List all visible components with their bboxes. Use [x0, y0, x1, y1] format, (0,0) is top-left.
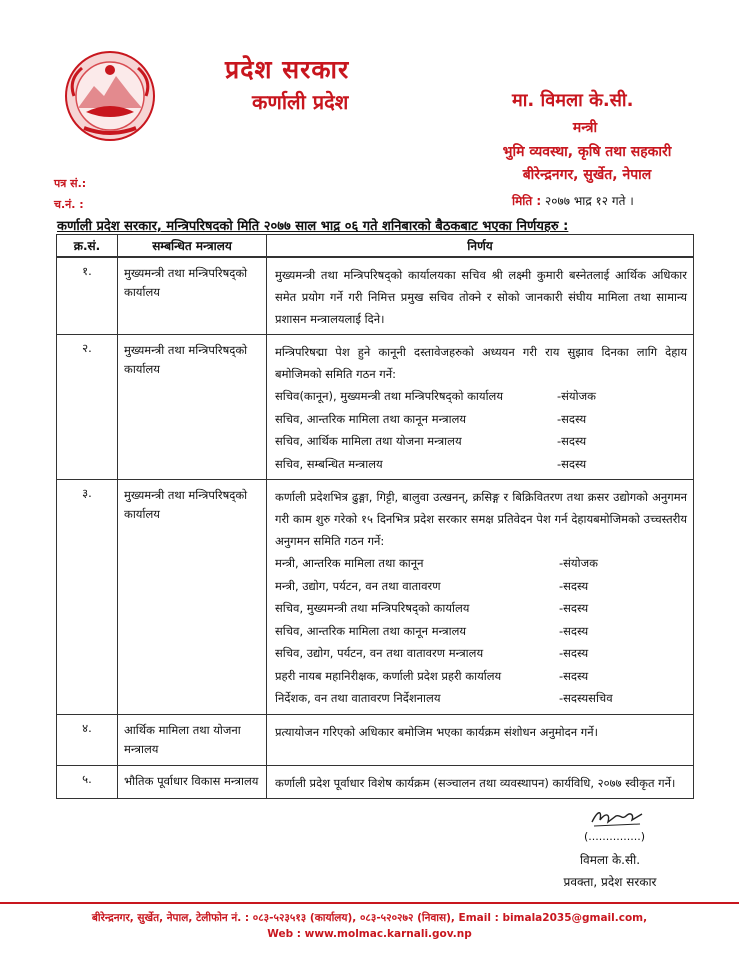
committee-member	[275, 597, 687, 620]
column-header-decision: निर्णय	[267, 235, 694, 258]
member-role: -सदस्य	[559, 623, 589, 638]
row-decision: कर्णाली प्रदेशभित्र ढुङ्गा, गिट्टी, बालुवा उत्खनन्, क्रसिङ्ग र बिक्रिवितरण तथा क्रसर उद्योगको अनुगमन गरी काम शुरु गरेको १५ दिनभित्र प्रदेश सरकार समक्ष प्रतिवेदन पेश गर्न देहायबमोजिमको उच्चस्तरीय अनुगमन समिति गठन गर्ने:	[275, 490, 687, 548]
footer-contact: बीरेन्द्रनगर, सुर्खेत, नेपाल, टेलीफोन नं. : ०८३-५२३५१३ (कार्यालय), ०८३-५२०२७२ (निवास), Email : bimala2035@gmail.com,	[91, 912, 648, 924]
row-ministry: मुख्यमन्त्री तथा मन्त्रिपरिषद्को कार्यालय	[118, 335, 267, 480]
member-role: -संयोजक	[559, 556, 598, 570]
member-name: मन्त्री, उद्योग, पर्यटन, वन तथा वातावरण	[275, 578, 441, 593]
row-decision: मन्त्रिपरिषद्मा पेश हुने कानूनी दस्तावेजहरुको अध्ययन गरी राय सुझाव दिनका लागि देहाय बमोजिमको समिति गठन गर्ने:	[275, 345, 687, 381]
decisions-table	[56, 234, 694, 799]
signature-icon	[588, 806, 646, 830]
committee-member	[275, 687, 687, 710]
chalani-number-label: च.नं. :	[54, 198, 84, 211]
member-role: -सदस्य	[557, 456, 587, 471]
member-name: सचिव, आन्तरिक मामिला तथा कानून मन्त्रालय	[275, 411, 467, 426]
footer-website: Web : www.molmac.karnali.gov.np	[267, 928, 472, 940]
member-role: -सदस्य	[559, 601, 589, 615]
member-role: -सदस्य	[557, 434, 587, 448]
minister-title: मन्त्री	[572, 120, 598, 136]
member-name: सचिव(कानून), मुख्यमन्त्री तथा मन्त्रिपरिषद्को कार्यालय	[275, 389, 504, 403]
ministry-address: बीरेन्द्रनगर, सुर्खेत, नेपाल	[522, 167, 652, 183]
row-decision: कर्णाली प्रदेश पूर्वाधार विशेष कार्यक्रम (सञ्चालन तथा व्यवस्थापन) कार्यविधि, २०७७ स्वीकृत गर्ने।	[267, 765, 694, 798]
member-role: -सदस्य	[559, 646, 589, 660]
member-name: निर्देशक, वन तथा वातावरण निर्देशनालय	[275, 691, 441, 705]
row-ministry: आर्थिक मामिला तथा योजना मन्त्रालय	[118, 714, 267, 765]
column-header-number: क्र.सं.	[57, 235, 118, 258]
page-title: प्रदेश सरकार	[225, 55, 350, 84]
row-number: २.	[57, 335, 118, 480]
committee-member	[275, 642, 687, 665]
committee-member	[275, 552, 687, 575]
row-decision: प्रत्यायोजन गरिएको अधिकार बमोजिम भएका कार्यक्रम संशोधन अनुमोदन गर्ने।	[267, 714, 694, 765]
row-ministry: मुख्यमन्त्री तथा मन्त्रिपरिषद्को कार्यालय	[118, 480, 267, 715]
signature-dots: (...............)	[584, 830, 646, 843]
row-number: १.	[57, 257, 118, 335]
row-number: ४.	[57, 714, 118, 765]
member-name: सचिव, मुख्यमन्त्री तथा मन्त्रिपरिषद्को कार्यालय	[275, 601, 470, 615]
row-decision-cell	[267, 480, 694, 715]
ministry-name: भुमि व्यवस्था, कृषि तथा सहकारी	[502, 144, 672, 160]
signatory-name: विमला के.सी.	[579, 853, 641, 867]
date-label: मिति :	[512, 194, 542, 208]
table-row	[57, 480, 694, 715]
column-header-ministry: सम्बन्धित मन्त्रालय	[118, 235, 267, 258]
member-name: सचिव, आन्तरिक मामिला तथा कानून मन्त्रालय	[275, 623, 467, 638]
table-row	[57, 257, 694, 335]
table-row	[57, 335, 694, 480]
member-name: सचिव, सम्बन्धित मन्त्रालय	[275, 456, 383, 471]
member-role: -सदस्य	[559, 668, 589, 683]
row-number: ३.	[57, 480, 118, 715]
row-decision: मुख्यमन्त्री तथा मन्त्रिपरिषद्को कार्यालयका सचिव श्री लक्ष्मी कुमारी बस्नेतलाई आर्थिक अधिकार समेत प्रयोग गर्ने गरी निमित्त प्रमुख सचिव तोक्ने र सोको जानकारी संघीय मामिला तथा सामान्य प्रशासन मन्त्रालयलाई दिने।	[267, 257, 694, 335]
document-heading: कर्णाली प्रदेश सरकार, मन्त्रिपरिषदको मिति २०७७ साल भाद्र ०६ गते शनिबारको बैठकबाट भएका निर्णयहरु :	[57, 219, 569, 234]
row-ministry: भौतिक पूर्वाधार विकास मन्त्रालय	[118, 765, 267, 798]
signatory-role: प्रवक्ता, प्रदेश सरकार	[563, 875, 657, 889]
committee-member	[275, 575, 687, 598]
member-role: -सदस्यसचिव	[559, 691, 613, 705]
nepal-emblem-icon	[64, 50, 156, 142]
page-subtitle: कर्णाली प्रदेश	[252, 90, 349, 114]
member-role: -सदस्य	[559, 578, 589, 593]
member-name: प्रहरी नायब महानिरीक्षक, कर्णाली प्रदेश प्रहरी कार्यालय	[275, 668, 502, 683]
committee-member	[275, 620, 687, 643]
table-header-row	[57, 235, 694, 258]
member-role: -सदस्य	[557, 411, 587, 426]
row-number: ५.	[57, 765, 118, 798]
minister-name: मा. विमला के.सी.	[512, 90, 634, 111]
row-decision-cell	[267, 335, 694, 480]
committee-member	[275, 665, 687, 688]
footer-divider	[0, 902, 739, 904]
row-ministry: मुख्यमन्त्री तथा मन्त्रिपरिषद्को कार्यालय	[118, 257, 267, 335]
table-row	[57, 765, 694, 798]
date-line	[512, 192, 634, 209]
committee-member	[275, 408, 687, 431]
committee-member	[275, 453, 687, 476]
member-role: -संयोजक	[557, 389, 596, 403]
patra-sankhya-label: पत्र सं.:	[54, 177, 87, 190]
member-name: मन्त्री, आन्तरिक मामिला तथा कानून	[275, 556, 424, 570]
date-value: २०७७ भाद्र १२ गते ।	[545, 194, 634, 208]
table-row	[57, 714, 694, 765]
committee-member	[275, 385, 687, 408]
member-name: सचिव, उद्योग, पर्यटन, वन तथा वातावरण मन्त्रालय	[275, 646, 484, 660]
committee-member	[275, 430, 687, 453]
member-name: सचिव, आर्थिक मामिला तथा योजना मन्त्रालय	[275, 434, 462, 448]
